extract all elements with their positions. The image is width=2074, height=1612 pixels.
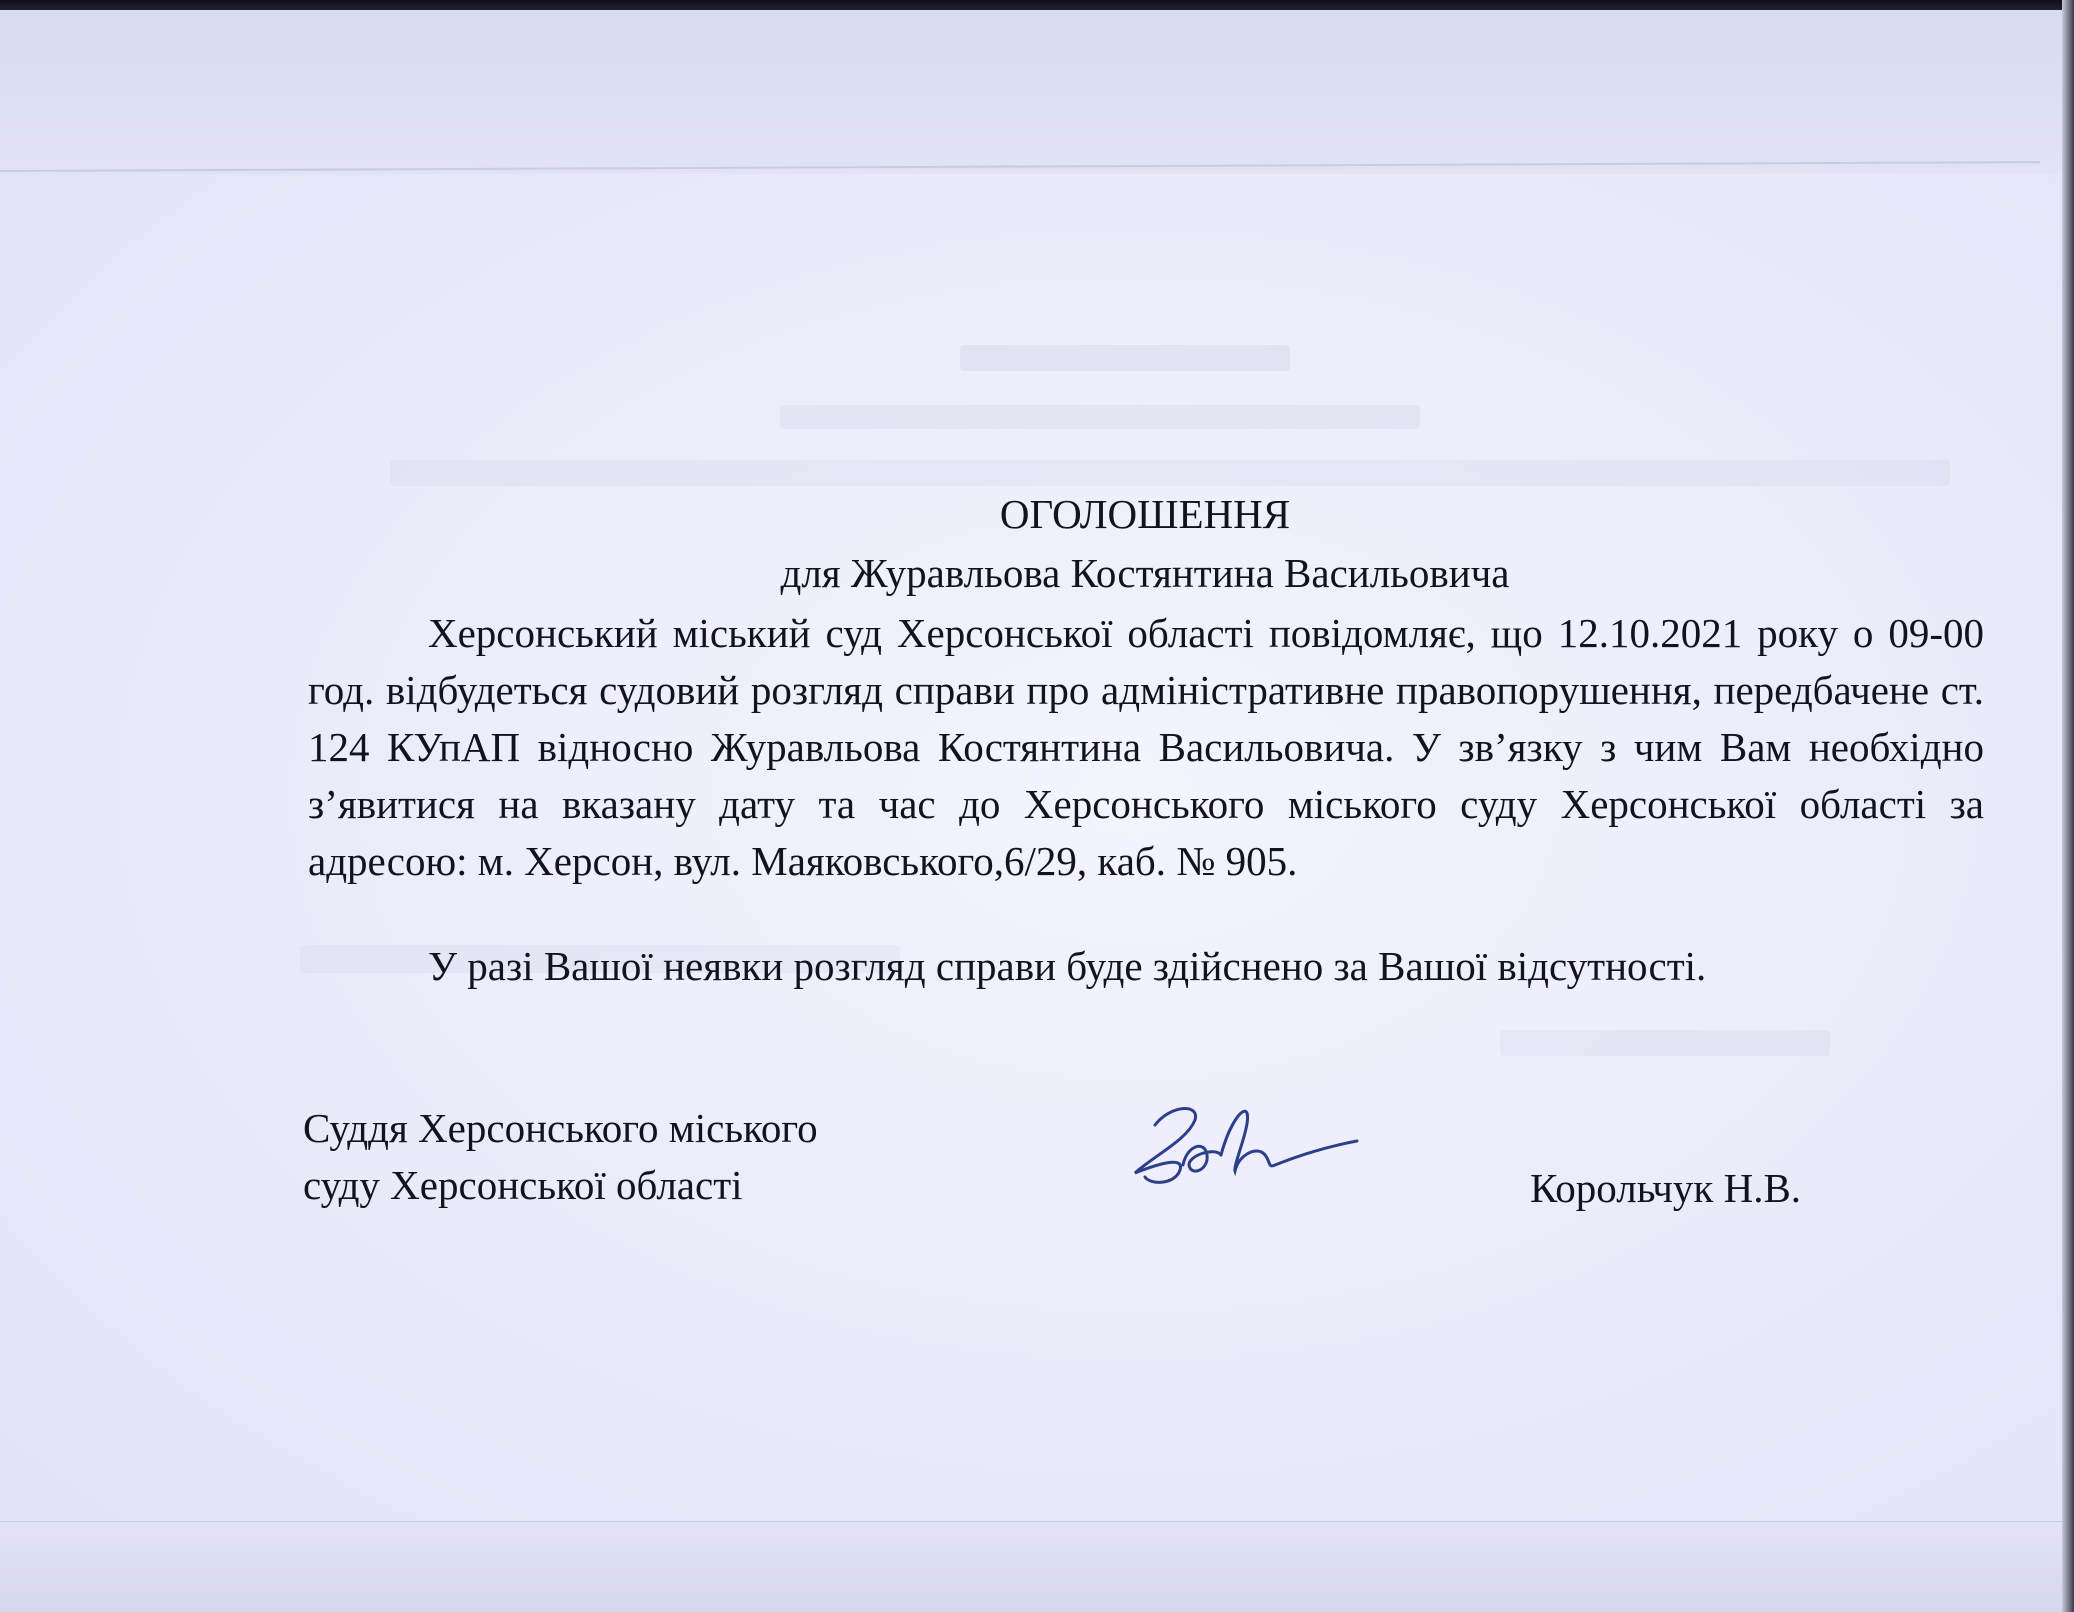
paper-bottom-line bbox=[0, 1521, 2074, 1522]
body-paragraph: Херсонський міський суд Херсонської області повідомляє, що 12.10.2021 року о 09-00 год. відбудеться судовий розгляд справи про адміністративне правопорушення, передбачене ст. 124 КУпАП відносно Журавльова Костянтина Васильовича. У зв’язку з чим Вам необхідно з’явитися на вказану дату та час до Херсонського міського суду Херсонської області за адресою: м. Херсон, вул. Маяковського,6/29, каб. № 905. bbox=[308, 610, 1984, 884]
dark-right-edge bbox=[2062, 0, 2074, 1612]
signatory-title bbox=[303, 1100, 818, 1214]
bleed-through-shadow bbox=[960, 345, 1290, 371]
bleed-through-shadow bbox=[390, 460, 1950, 486]
document-title: ОГОЛОШЕННЯ bbox=[999, 491, 1291, 537]
signatory-title-line: суду Херсонської області bbox=[303, 1162, 743, 1208]
back-paper-sheet bbox=[0, 10, 2062, 180]
absence-notice: У разі Вашої неявки розгляд справи буде здійснено за Вашої відсутності. bbox=[428, 943, 1707, 989]
paper-bottom-edge bbox=[0, 1520, 2074, 1612]
document-body bbox=[308, 605, 1984, 890]
bleed-through-shadow bbox=[780, 405, 1420, 429]
signatory-title-line: Суддя Херсонського міського bbox=[303, 1105, 818, 1151]
signatory-name: Корольчук Н.В. bbox=[1530, 1165, 1802, 1211]
bleed-through-shadow bbox=[1500, 1030, 1830, 1056]
handwritten-signature bbox=[1125, 1085, 1365, 1195]
document-addressee: для Журавльова Костянтина Васильовича bbox=[780, 550, 1510, 596]
